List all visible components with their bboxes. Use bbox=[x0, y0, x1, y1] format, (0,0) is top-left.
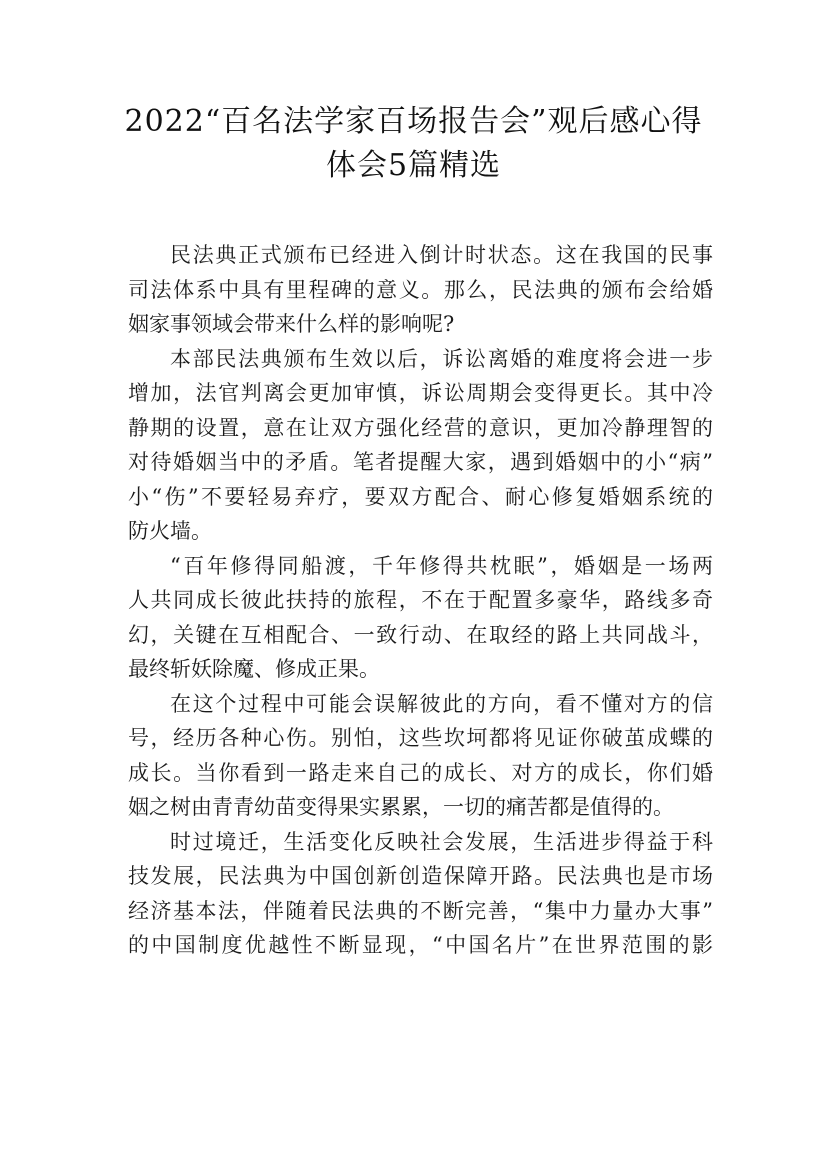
body-line: 防火墙。 bbox=[128, 519, 212, 543]
body-line: 最终斩妖除魔、修成正果。 bbox=[128, 657, 380, 681]
body-line: 增加，法官判离会更加审慎，诉讼周期会变得更长。其中冷 bbox=[128, 381, 713, 405]
title-line-2: 体会5篇精选 bbox=[325, 148, 502, 183]
document-title bbox=[80, 100, 747, 188]
body-line: 姻之树由青青幼苗变得果实累累，一切的痛苦都是值得的。 bbox=[128, 795, 674, 819]
body-line: 时过境迁，生活变化反映社会发展，生活进步得益于科 bbox=[170, 829, 713, 854]
body-line: 本部民法典颁布生效以后，诉讼离婚的难度将会进一步 bbox=[170, 346, 713, 371]
body-line: 的中国制度优越性不断显现，“中国名片”在世界范围的影 bbox=[128, 933, 713, 957]
body-line: 姻家事领域会带来什么样的影响呢? bbox=[128, 312, 455, 336]
body-line: 成长。当你看到一路走来自己的成长、对方的成长，你们婚 bbox=[128, 760, 713, 785]
body-line: 幻，关键在互相配合、一致行动、在取经的路上共同战斗， bbox=[128, 622, 713, 647]
body-line: 对待婚姻当中的矛盾。笔者提醒大家，遇到婚姻中的小“病” bbox=[128, 450, 713, 474]
document-body bbox=[128, 238, 713, 963]
body-line: “百年修得同船渡，千年修得共枕眠”，婚姻是一场两 bbox=[170, 553, 713, 578]
body-line: 小“伤”不要轻易弃疗，要双方配合、耐心修复婚姻系统的 bbox=[128, 484, 713, 509]
body-line: 司法体系中具有里程碑的意义。那么，民法典的颁布会给婚 bbox=[128, 277, 713, 302]
body-line: 经济基本法，伴随着民法典的不断完善，“集中力量办大事” bbox=[128, 898, 713, 923]
body-line: 人共同成长彼此扶持的旅程，不在于配置多豪华，路线多奇 bbox=[128, 588, 713, 612]
title-line-1: 2022“百名法学家百场报告会”观后感心得 bbox=[124, 104, 703, 139]
body-line: 号，经历各种心伤。别怕，这些坎坷都将见证你破茧成蝶的 bbox=[128, 726, 713, 750]
body-line: 静期的设置，意在让双方强化经营的意识，更加冷静理智的 bbox=[128, 415, 713, 440]
body-line: 在这个过程中可能会误解彼此的方向，看不懂对方的信 bbox=[170, 691, 713, 716]
body-line: 民法典正式颁布已经进入倒计时状态。这在我国的民事 bbox=[170, 243, 713, 267]
body-line: 技发展，民法典为中国创新创造保障开路。民法典也是市场 bbox=[128, 864, 713, 888]
